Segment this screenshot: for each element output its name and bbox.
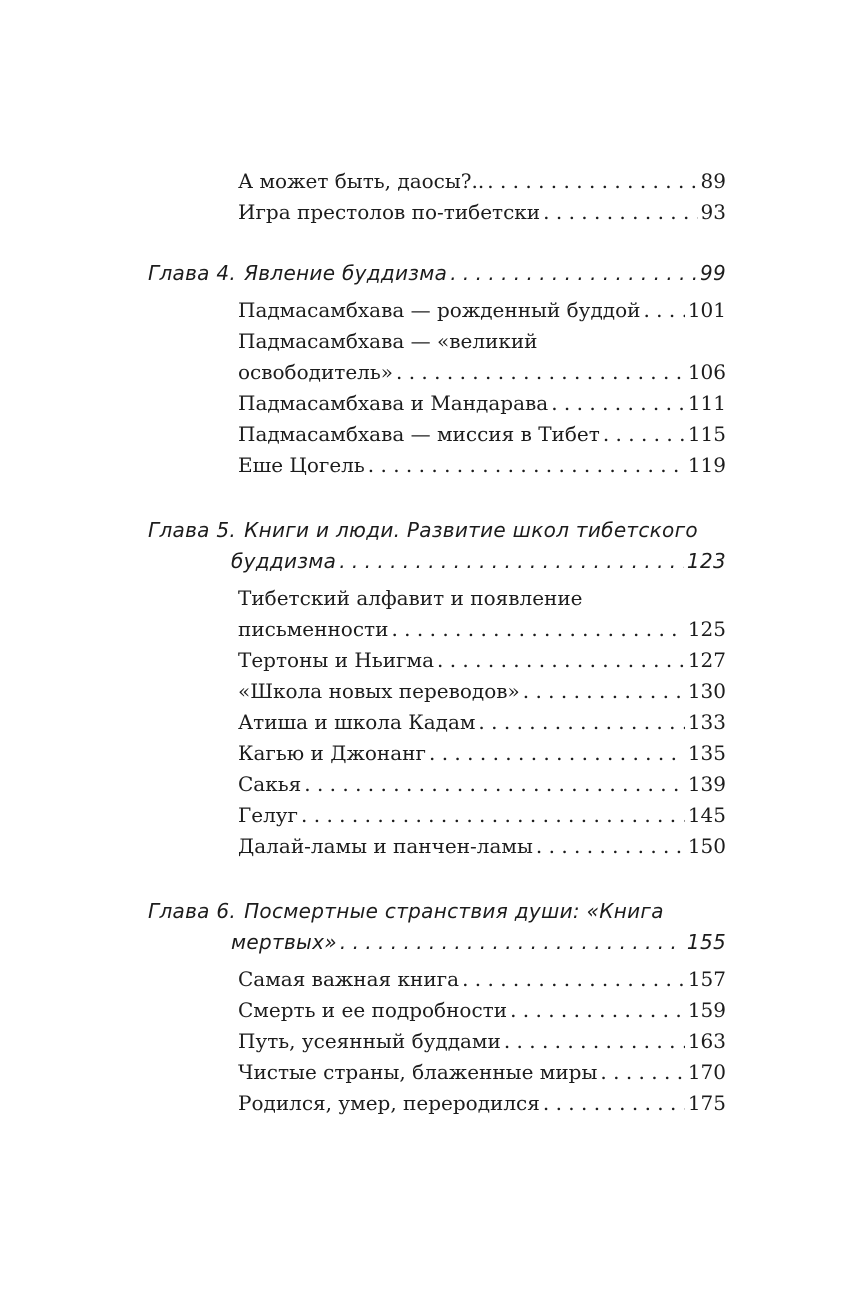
toc-entry[interactable] — [148, 1088, 726, 1119]
toc-entry-title: Путь, усеянный буддами — [238, 1029, 501, 1053]
chapter-heading-cont — [148, 546, 726, 577]
chapter-page: 99 — [699, 261, 726, 285]
toc-entry-title: Тертоны и Ньигма — [238, 648, 434, 672]
dot-leader — [450, 258, 697, 289]
toc-entry-page: 145 — [687, 803, 726, 827]
dot-leader — [304, 769, 685, 800]
chapter-heading — [148, 896, 726, 927]
chapter-4-entries — [148, 295, 726, 481]
dot-leader — [391, 614, 684, 645]
dot-leader — [301, 800, 685, 831]
dot-leader — [510, 995, 685, 1026]
chapter-heading — [148, 515, 726, 546]
toc-entry[interactable] — [148, 831, 726, 862]
toc-entry[interactable] — [148, 197, 726, 228]
toc-entry-title: Падмасамбхава — миссия в Тибет — [238, 422, 600, 446]
toc-entry-page: 170 — [687, 1060, 726, 1084]
dot-leader — [600, 1057, 684, 1088]
dot-leader — [339, 546, 684, 577]
toc-entry[interactable] — [148, 166, 726, 197]
dot-leader — [603, 419, 685, 450]
chapter-6-entries — [148, 964, 726, 1119]
toc-entry-title: Тибетский алфавит и появление — [238, 586, 583, 610]
toc-entry[interactable] — [148, 1057, 726, 1088]
toc-entry-title: Чистые страны, блаженные миры — [238, 1060, 598, 1084]
chapter-heading[interactable] — [148, 258, 726, 289]
toc-entry-page: 135 — [687, 741, 726, 765]
toc-entry-title: Игра престолов по-тибетски — [238, 200, 541, 224]
chapter-label: Глава 4. — [148, 261, 237, 285]
toc-entry-title: Смерть и ее подробности — [238, 998, 508, 1022]
chapter-page: 155 — [686, 930, 726, 954]
toc-entry-title-cont: освободитель» — [238, 360, 393, 384]
chapter-title: Посмертные странствия души: «Книга — [244, 899, 664, 923]
dot-leader — [478, 707, 684, 738]
toc-entry-title: Самая важная книга — [238, 967, 460, 991]
chapter-4 — [148, 258, 726, 289]
chapter-5[interactable] — [148, 515, 726, 577]
chapter-title: Книги и люди. Развитие школ тибетского — [244, 518, 698, 542]
toc-entry-page: 115 — [687, 422, 726, 446]
toc-entry-title: Атиша и школа Кадам — [238, 710, 476, 734]
toc-entry-title: Гелуг — [238, 803, 299, 827]
toc-entry-page: 93 — [700, 200, 726, 224]
chapter-label: Глава 6. — [148, 899, 237, 923]
toc-entry[interactable] — [148, 326, 726, 388]
toc-entry[interactable] — [148, 738, 726, 769]
chapter-heading-cont — [148, 927, 726, 958]
chapter-page: 123 — [686, 549, 726, 573]
dot-leader — [462, 964, 685, 995]
toc-entry[interactable] — [148, 676, 726, 707]
toc-entry-title: Сакья — [238, 772, 302, 796]
toc-entry-page: 130 — [687, 679, 726, 703]
toc-entry-title: Падмасамбхава и Мандарава — [238, 391, 549, 415]
toc-entry[interactable] — [148, 800, 726, 831]
toc-entry-title: Далай-ламы и панчен-ламы — [238, 834, 533, 858]
toc-entry-page: 175 — [687, 1091, 726, 1115]
dot-leader — [536, 831, 685, 862]
toc-entry[interactable] — [148, 645, 726, 676]
toc-entry-page: 139 — [687, 772, 726, 796]
chapter-3-entries — [148, 166, 726, 228]
toc-entry-title: Еше Цогель — [238, 453, 365, 477]
toc-entry-page: 150 — [687, 834, 726, 858]
toc-entry[interactable] — [148, 388, 726, 419]
table-of-contents — [148, 166, 726, 1119]
chapter-label: Глава 5. — [148, 518, 237, 542]
toc-entry-title: Падмасамбхава — рожденный буддой — [238, 298, 641, 322]
toc-entry-page: 163 — [687, 1029, 726, 1053]
toc-entry[interactable] — [148, 295, 726, 326]
toc-entry-title: «Школа новых переводов» — [238, 679, 520, 703]
chapter-title-cont: мертвых» — [231, 930, 337, 954]
dot-leader — [643, 295, 684, 326]
dot-leader — [340, 927, 684, 958]
toc-entry-page: 127 — [687, 648, 726, 672]
toc-entry[interactable] — [148, 419, 726, 450]
toc-entry-page: 125 — [687, 617, 726, 641]
chapter-title-cont: буддизма — [231, 549, 337, 573]
toc-entry[interactable] — [148, 583, 726, 645]
toc-entry-title: Падмасамбхава — «великий — [238, 329, 538, 353]
dot-leader — [487, 166, 697, 197]
toc-entry[interactable] — [148, 1026, 726, 1057]
chapter-6[interactable] — [148, 896, 726, 958]
toc-entry[interactable] — [148, 995, 726, 1026]
toc-entry[interactable] — [148, 964, 726, 995]
toc-entry[interactable] — [148, 450, 726, 481]
toc-entry-page: 119 — [687, 453, 726, 477]
dot-leader — [396, 357, 685, 388]
dot-leader — [523, 676, 685, 707]
chapter-5-entries — [148, 583, 726, 862]
dot-leader — [504, 1026, 685, 1057]
toc-entry-title: А может быть, даосы?.. — [238, 169, 485, 193]
toc-entry-page: 133 — [687, 710, 726, 734]
toc-entry-page: 89 — [700, 169, 726, 193]
dot-leader — [429, 738, 685, 769]
toc-entry[interactable] — [148, 769, 726, 800]
toc-entry-title: Родился, умер, переродился — [238, 1091, 540, 1115]
toc-entry-page: 101 — [687, 298, 726, 322]
dot-leader — [437, 645, 685, 676]
toc-entry-title-cont: письменности — [238, 617, 389, 641]
dot-leader — [543, 197, 697, 228]
toc-entry-page: 159 — [687, 998, 726, 1022]
toc-entry-page: 157 — [687, 967, 726, 991]
dot-leader — [551, 388, 685, 419]
toc-entry[interactable] — [148, 707, 726, 738]
toc-entry-page: 111 — [687, 391, 726, 415]
chapter-title: Явление буддизма — [244, 261, 448, 285]
dot-leader — [543, 1088, 685, 1119]
dot-leader — [368, 450, 685, 481]
toc-entry-title: Кагью и Джонанг — [238, 741, 426, 765]
toc-entry-page: 106 — [687, 360, 726, 384]
